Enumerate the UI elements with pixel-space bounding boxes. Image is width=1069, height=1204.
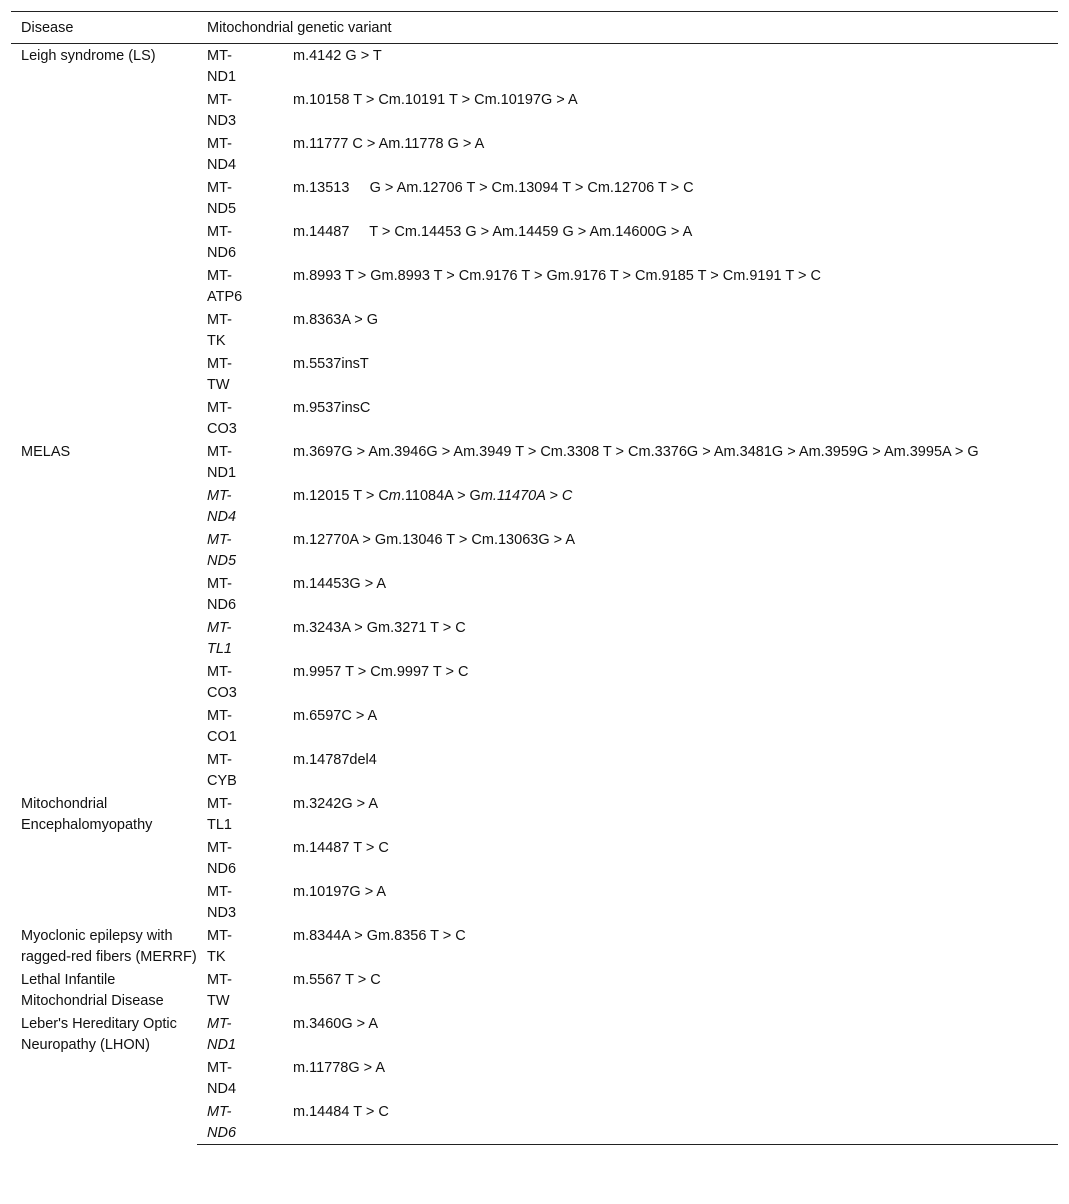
variant-part: m.11470A > C (480, 488, 573, 504)
variant-cell: m.9957 T > Cm.9997 T > C (293, 664, 469, 680)
variant-cell: m.14484 T > C (282, 1100, 1058, 1145)
gene-cell: MT- ND1 (207, 444, 237, 481)
variant-cell: m.8344A > Gm.8356 T > C (293, 928, 466, 944)
variant-table-container (11, 11, 1058, 1145)
variant-cell: m.14787del4 (293, 752, 377, 768)
variant-cell: m.10197G > A (293, 884, 387, 900)
variant-cell: m.6597C > A (293, 708, 378, 724)
variant-cell: m.3242G > A (293, 796, 379, 812)
table-body (11, 44, 1058, 1145)
gene-cell: MT- TL1 (207, 796, 232, 833)
variant-cell: m.14487 T > C (293, 840, 389, 856)
gene-cell: MT- CO1 (207, 708, 237, 745)
disease-cell: Leigh syndrome (LS) (21, 48, 156, 64)
variant-cell (282, 484, 1058, 528)
variant-cell: m.14487 T > Cm.14453 G > Am.14459 G > Am.14600G > A (293, 224, 693, 240)
variant-cell: m.4142 G > T (293, 48, 382, 64)
gene-cell: MT- ND4 (207, 488, 237, 525)
variant-cell: m.11777 C > Am.11778 G > A (293, 136, 485, 152)
variant-cell: m.3243A > Gm.3271 T > C (293, 620, 466, 636)
gene-cell: MT- TW (207, 972, 232, 1009)
variant-cell: m.14453G > A (293, 576, 387, 592)
gene-cell: MT- ND6 (207, 840, 237, 877)
gene-cell: MT- TW (207, 356, 232, 393)
gene-cell: MT- ND4 (207, 1060, 237, 1097)
gene-cell: MT- ND3 (207, 884, 237, 921)
header-variant: Mitochondrial genetic variant (197, 12, 1058, 44)
gene-cell: MT- ND4 (207, 136, 237, 173)
variant-cell: m.5567 T > C (293, 972, 381, 988)
gene-cell: MT- ND5 (207, 180, 237, 217)
disease-cell: Leber's Hereditary Optic Neuropathy (LHON) (21, 1016, 177, 1053)
variant-cell: m.3697G > Am.3946G > Am.3949 T > Cm.3308 T > Cm.3376G > Am.3481G > Am.3959G > Am.3995A > G (293, 444, 979, 460)
table-row (11, 440, 1058, 484)
table-header-row (11, 12, 1058, 44)
header-disease: Disease (11, 12, 197, 44)
gene-cell: MT- CO3 (207, 400, 237, 437)
gene-cell: MT- TK (207, 312, 232, 349)
gene-cell: MT- ATP6 (207, 268, 243, 305)
table-row (11, 792, 1058, 836)
variant-cell: m.10158 T > Cm.10191 T > Cm.10197G > A (293, 92, 578, 108)
disease-cell: MELAS (21, 444, 71, 460)
disease-cell: Myoclonic epilepsy with ragged-red fibers (MERRF) (21, 928, 197, 965)
gene-cell: MT- ND6 (197, 1100, 282, 1145)
variant-cell: m.3460G > A (293, 1016, 379, 1032)
gene-cell: MT- ND1 (207, 1016, 237, 1053)
gene-cell: MT- ND6 (207, 576, 237, 613)
variant-cell: m.8993 T > Gm.8993 T > Cm.9176 T > Gm.9176 T > Cm.9185 T > Cm.9191 T > C (293, 268, 821, 284)
gene-cell: MT- ND1 (207, 48, 237, 85)
variant-cell: m.8363A > G (293, 312, 379, 328)
gene-cell: MT- ND6 (207, 224, 237, 261)
gene-cell: MT- TK (207, 928, 232, 965)
gene-cell: MT- CO3 (207, 664, 237, 701)
variant-part: .11084A > G (400, 488, 481, 504)
disease-cell: Lethal Infantile Mitochondrial Disease (21, 972, 164, 1009)
table-row (11, 44, 1058, 89)
variant-cell: m.9537insC (293, 400, 371, 416)
variant-part: m (388, 488, 401, 504)
gene-cell: MT- CYB (207, 752, 237, 789)
gene-cell: MT- ND5 (207, 532, 237, 569)
table-row (11, 1012, 1058, 1056)
variant-cell: m.12770A > Gm.13046 T > Cm.13063G > A (293, 532, 575, 548)
variant-cell: m.5537insT (293, 356, 369, 372)
disease-cell: Mitochondrial Encephalomyopathy (21, 796, 153, 833)
variant-part: m.12015 T > C (293, 488, 389, 504)
variant-cell: m.13513 G > Am.12706 T > Cm.13094 T > Cm.12706 T > C (293, 180, 694, 196)
variant-table (11, 11, 1058, 1145)
gene-cell: MT- TL1 (207, 620, 232, 657)
table-row (11, 924, 1058, 968)
gene-cell: MT- ND3 (207, 92, 237, 129)
variant-cell: m.11778G > A (293, 1060, 386, 1076)
table-row (11, 968, 1058, 1012)
